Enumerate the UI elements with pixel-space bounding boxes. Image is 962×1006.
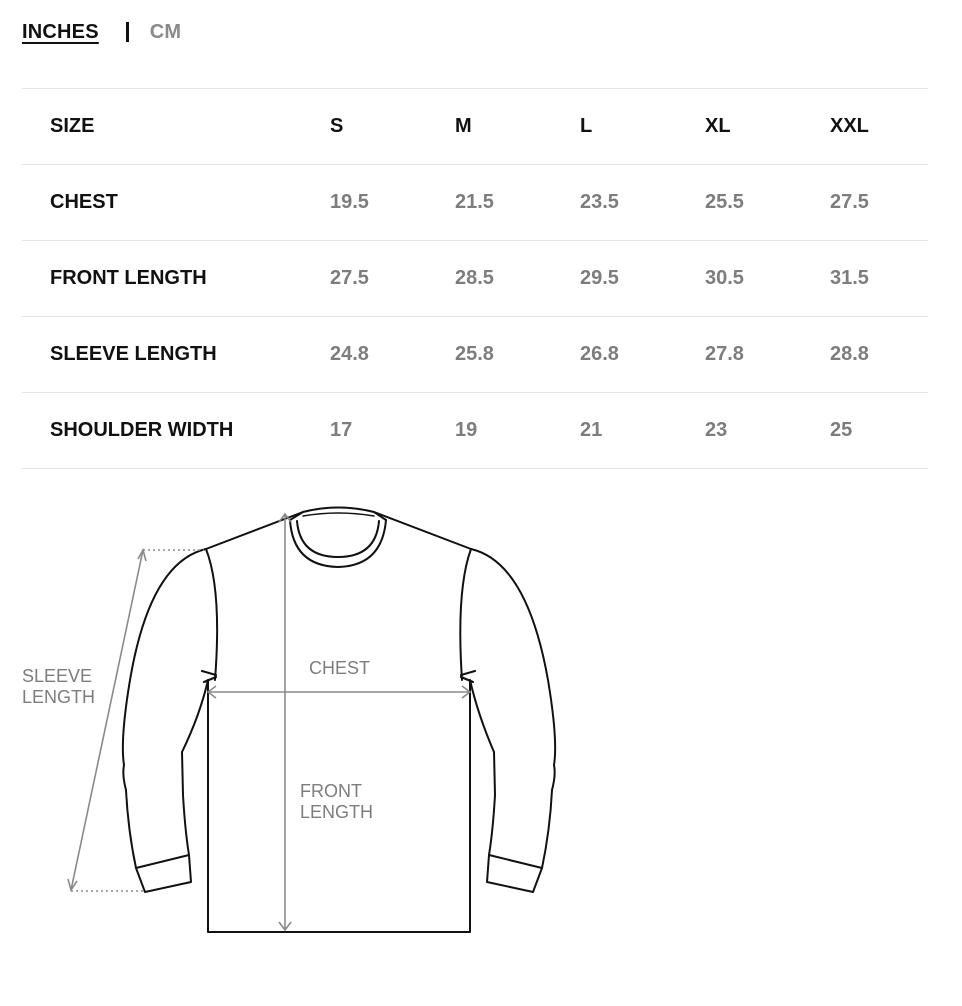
sleeve-length-measure-line [71, 550, 143, 890]
shirt-outline [123, 508, 555, 933]
row-label: SLEEVE LENGTH [50, 343, 217, 365]
table-cell: 23 [705, 419, 728, 441]
unit-inches-tab[interactable]: INCHES [22, 20, 99, 43]
unit-cm-tab[interactable]: CM [149, 20, 182, 43]
row-label: FRONT LENGTH [50, 267, 207, 289]
measure-lines [68, 514, 470, 930]
header-s: S [330, 115, 344, 137]
table-cell: 19 [455, 419, 478, 441]
table-cell: 25.5 [705, 191, 744, 213]
table-cell: 28.8 [830, 343, 869, 365]
table-cell: 24.8 [330, 343, 369, 365]
table-cell: 21 [580, 419, 603, 441]
table-header-row [22, 89, 928, 165]
table-cell: 30.5 [705, 267, 744, 289]
measurement-diagram [0, 490, 962, 960]
header-m: M [455, 115, 472, 137]
table-cell: 25 [830, 419, 853, 441]
row-label: SHOULDER WIDTH [50, 419, 234, 441]
header-l: L [580, 115, 593, 137]
table-row-shoulder-width [22, 393, 928, 469]
unit-separator [126, 22, 129, 42]
table-cell: 29.5 [580, 267, 619, 289]
table-cell: 26.8 [580, 343, 619, 365]
chest-label: CHEST [309, 658, 371, 678]
table-cell: 25.8 [455, 343, 494, 365]
table-cell: 28.5 [455, 267, 494, 289]
table-cell: 21.5 [455, 191, 494, 213]
header-xl: XL [705, 115, 731, 137]
sleeve-length-label: SLEEVE LENGTH [22, 666, 96, 707]
table-cell: 27.5 [330, 267, 369, 289]
table-row-chest [22, 165, 928, 241]
table-cell: 17 [330, 419, 353, 441]
table-cell: 27.5 [830, 191, 869, 213]
header-xxl: XXL [830, 115, 869, 137]
table-cell: 31.5 [830, 267, 869, 289]
unit-toggle [22, 18, 181, 46]
table-row-sleeve-length [22, 317, 928, 393]
table-cell: 27.8 [705, 343, 744, 365]
table-row-front-length [22, 241, 928, 317]
shirt-illustration [0, 490, 962, 960]
table-cell: 23.5 [580, 191, 619, 213]
table-cell: 19.5 [330, 191, 369, 213]
front-length-label: FRONT LENGTH [300, 781, 374, 822]
header-size: SIZE [50, 115, 95, 137]
row-label: CHEST [50, 191, 118, 213]
size-chart-table [22, 88, 928, 469]
